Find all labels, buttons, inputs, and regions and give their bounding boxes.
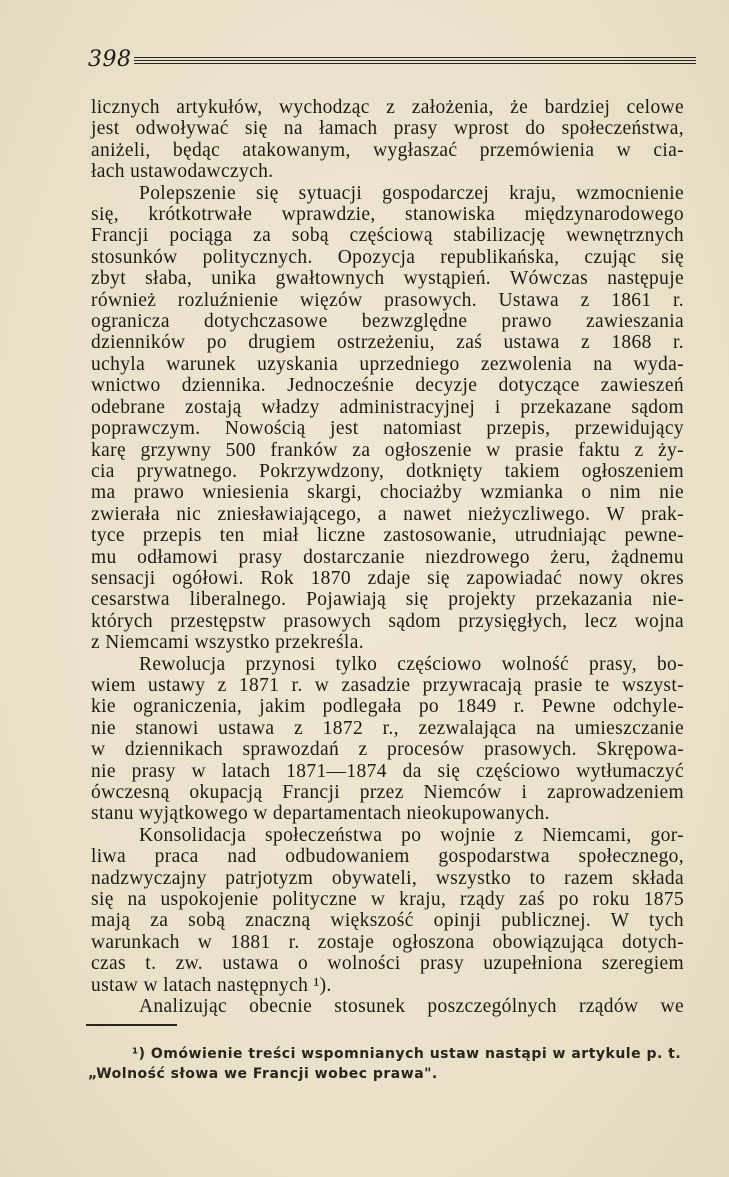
text-line: się, krótkotrwałe wprawdzie, stanowiska międzynarodowego xyxy=(91,204,684,226)
text-line: nadzwyczajny patrjotyzm obywateli, wszystko to razem składa xyxy=(91,867,684,889)
text-line: kie ograniczenia, jakim podlegała po 1849 r. Pewne odchyle- xyxy=(91,696,684,718)
text-line: nie stanowi ustawa z 1872 r., zezwalająca na umieszczanie xyxy=(91,717,684,739)
text-line: aniżeli, będąc atakowanym, wygłaszać przemówienia w cia- xyxy=(91,139,684,161)
text-line: stosunków politycznych. Opozycja republikańska, czując się xyxy=(91,246,684,268)
text-line: tyce przepis ten miał liczne zastosowanie, utrudniając pewne- xyxy=(91,525,684,547)
text-line: wnictwo dziennika. Jednocześnie decyzje dotyczące zawieszeń xyxy=(91,375,684,397)
text-line: uchyla warunek uzyskania uprzedniego zezwolenia na wyda- xyxy=(91,353,684,375)
text-line: karę grzywny 500 franków za ogłoszenie w prasie faktu z ży- xyxy=(91,439,684,461)
text-line: których przestępstw prasowych sądom przysięgłych, lecz wojna xyxy=(91,610,684,632)
text-line: ówczesną okupacją Francji przez Niemców i zaprowadzeniem xyxy=(91,782,684,803)
text-line: łach ustawodawczych. xyxy=(91,161,274,183)
text-line: Analizując obecnie stosunek poszczególnych rządów we xyxy=(139,996,684,1018)
text-line: nie prasy w latach 1871—1874 da się częściowo wytłumaczyć xyxy=(91,760,684,782)
text-line: z Niemcami wszystko przekreśla. xyxy=(91,632,364,654)
text-line: Polepszenie się sytuacji gospodarczej kraju, wzmocnienie xyxy=(139,182,684,204)
text-line: poprawczym. Nowością jest natomiast przepis, przewidujący xyxy=(91,418,684,440)
text-line: się na uspokojenie polityczne w kraju, rządy zaś po roku 1875 xyxy=(91,889,684,911)
page-header xyxy=(88,44,696,84)
text-line: jest odwoływać się na łamach prasy wprost do społeczeństwa, xyxy=(91,118,684,140)
text-line: ma prawo wniesienia skargi, chociażby wzmianka o nim nie xyxy=(91,482,684,504)
text-line: zbyt słaba, unika gwałtownych wystąpień. Wówczas następuje xyxy=(91,268,684,290)
footnote-line: ¹) Omówienie treści wspomnianych ustaw nastąpi w artykule p. t. xyxy=(132,1046,682,1062)
header-rule xyxy=(134,56,696,65)
text-line: Konsolidacja społeczeństwa po wojnie z Niemcami, gor- xyxy=(139,824,684,846)
text-line: czas t. zw. ustawa o wolności prasy uzupełniona szeregiem xyxy=(91,953,684,975)
text-line: cia prywatnego. Pokrzywdzony, dotknięty takiem ogłoszeniem xyxy=(91,460,684,482)
text-line: warunkach w 1881 r. zostaje ogłoszona obowiązująca dotych- xyxy=(91,931,684,953)
text-line: Rewolucja przynosi tylko częściowo wolność prasy, bo- xyxy=(139,653,684,675)
text-line: dzienników po drugiem ostrzeżeniu, zaś ustawa z 1868 r. xyxy=(91,332,684,354)
text-line: w dziennikach sprawozdań z procesów prasowych. Skrępowa- xyxy=(91,739,684,761)
text-line: cesarstwa liberalnego. Pojawiają się projekty przekazania nie- xyxy=(91,589,684,611)
text-line: Francji pociąga za sobą częściową stabilizację wewnętrznych xyxy=(91,225,684,247)
text-line: zwierała nic zniesławiającego, a nawet nieżyczliwego. W prak- xyxy=(91,503,684,525)
text-line: wiem ustawy z 1871 r. w zasadzie przywracają prasie te wszyst- xyxy=(91,674,684,696)
text-line: również rozluźnienie więzów prasowych. Ustawa z 1861 r. xyxy=(91,289,684,311)
footnote xyxy=(88,1044,695,1084)
text-line: liwa praca nad odbudowaniem gospodarstwa społecznego, xyxy=(91,846,684,868)
footnote-rule xyxy=(86,1024,177,1026)
text-line: sensacji ogółowi. Rok 1870 zdaje się zapowiadać nowy okres xyxy=(91,567,684,589)
footnote-line: „Wolność słowa we Francji wobec prawa". xyxy=(88,1066,438,1082)
text-line: licznych artykułów, wychodząc z założenia, że bardziej celowe xyxy=(91,97,684,118)
text-line: mu odłamowi prasy dostarczanie niezdrowego żeru, żądnemu xyxy=(91,546,684,568)
page-number: 398 xyxy=(88,47,132,72)
text-line: ustaw w latach następnych ¹). xyxy=(91,974,332,996)
text-line: odebrane zostają władzy administracyjnej i przekazane sądom xyxy=(91,396,684,418)
text-line: stanu wyjątkowego w departamentach nieokupowanych. xyxy=(91,803,550,825)
body-text xyxy=(91,97,684,1017)
text-line: mają za sobą znaczną większość opinji publicznej. W tych xyxy=(91,910,684,932)
text-line: ogranicza dotychczasowe bezwzględne prawo zawieszania xyxy=(91,311,684,333)
